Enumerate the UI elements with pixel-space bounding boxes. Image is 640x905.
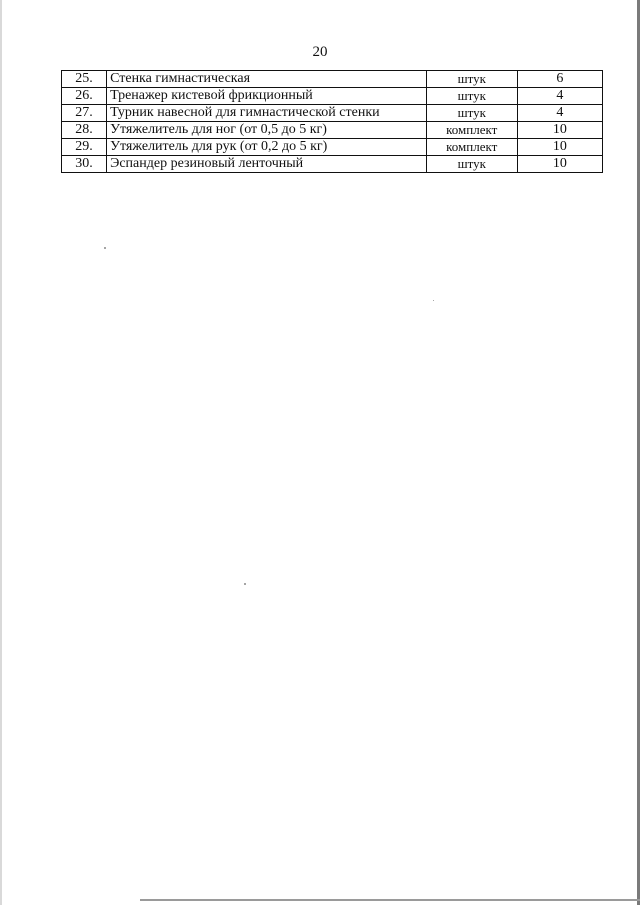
table-row (62, 156, 603, 173)
item-unit: штук (426, 156, 517, 173)
row-number: 25. (62, 71, 107, 88)
scan-speck (244, 583, 246, 585)
table-row (62, 139, 603, 156)
equipment-table (61, 70, 603, 173)
scan-bottom-shadow (140, 899, 640, 901)
item-name: Турник навесной для гимнастической стенки (107, 105, 427, 122)
row-number: 26. (62, 88, 107, 105)
table-row (62, 122, 603, 139)
item-quantity: 10 (517, 122, 602, 139)
item-unit: комплект (426, 122, 517, 139)
item-name: Стенка гимнастическая (107, 71, 427, 88)
item-quantity: 4 (517, 88, 602, 105)
row-number: 30. (62, 156, 107, 173)
table-row (62, 88, 603, 105)
item-unit: штук (426, 105, 517, 122)
page-number: 20 (312, 44, 328, 60)
item-unit: комплект (426, 139, 517, 156)
table-row (62, 71, 603, 88)
item-quantity: 10 (517, 156, 602, 173)
row-number: 27. (62, 105, 107, 122)
item-quantity: 10 (517, 139, 602, 156)
item-name: Эспандер резиновый ленточный (107, 156, 427, 173)
item-quantity: 6 (517, 71, 602, 88)
item-unit: штук (426, 71, 517, 88)
row-number: 29. (62, 139, 107, 156)
table-row (62, 105, 603, 122)
scan-speck (433, 300, 434, 301)
item-name: Тренажер кистевой фрикционный (107, 88, 427, 105)
item-quantity: 4 (517, 105, 602, 122)
page-left-edge (0, 0, 2, 905)
item-name: Утяжелитель для рук (от 0,2 до 5 кг) (107, 139, 427, 156)
scan-speck (104, 247, 106, 249)
item-unit: штук (426, 88, 517, 105)
row-number: 28. (62, 122, 107, 139)
item-name: Утяжелитель для ног (от 0,5 до 5 кг) (107, 122, 427, 139)
